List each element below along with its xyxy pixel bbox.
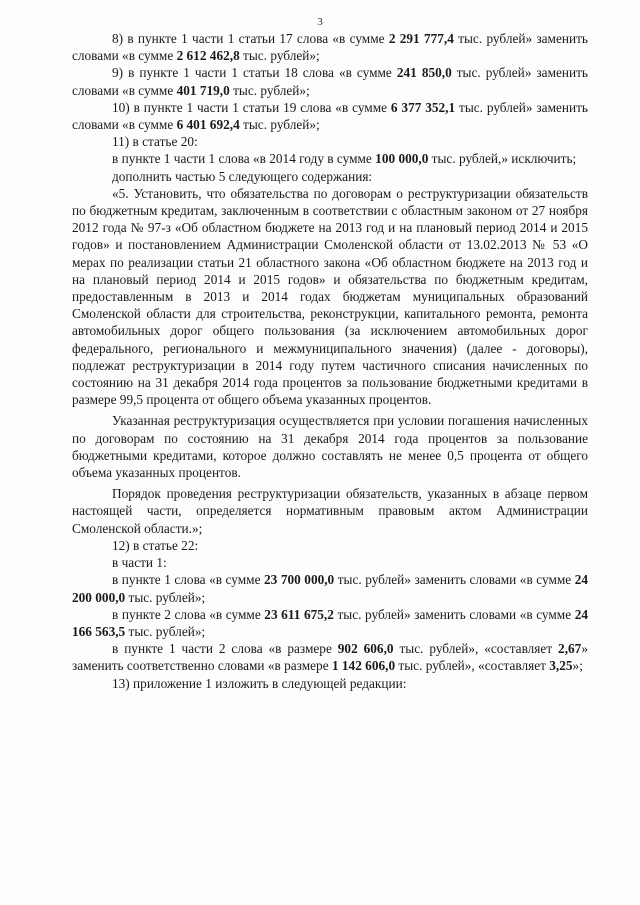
text-run: тыс. рублей» заменить словами «в сумме [72, 31, 588, 64]
new-amount: 1 142 606,0 [331, 658, 396, 674]
text-run: 10) в пункте 1 части 1 статьи 19 слова «в сумме [112, 99, 391, 115]
text-run: в пункте 2 слова «в сумме [112, 606, 265, 622]
paragraph-item-11 [72, 133, 588, 150]
old-amount: 23 700 000,0 [264, 572, 335, 588]
text-run: тыс. рублей»; [239, 117, 320, 133]
paragraph-item-8 [72, 30, 588, 64]
paragraph-item-13 [72, 675, 588, 692]
paragraph-add-part-5 [72, 168, 588, 185]
text-run: в пункте 1 части 2 слова «в размере [112, 641, 338, 657]
new-amount: 6 401 692,4 [176, 117, 240, 133]
text-run: тыс. рублей,» исключить; [428, 151, 577, 167]
text-run: «5. Установить, что обязательства по договорам о реструктуризации обязательств по бюджетным кредитам, заключенным в соответствии с областным законом от 27 ноября 2012 года № 97-з «Об областном бюджете на 2013 год и на плановый период 2014 и 2015 годов» и постановлением Администрации Смоленской области от 13.02.2013 № 53 «О мерах по реализации статьи 21 областного закона «Об областном бюджете на 2013 год и на плановый период 2014 и 2015 годов» и обязательства по бюджетным кредитам, предоставленным в 2013 и 2014 годах бюджетам муниципальных образований Смоленской области для строительства, реконструкции, капитального ремонта, ремонта автомобильных дорог общего пользования (за исключением автомобильных дорог федерального, регионального и межмуниципального значения) (далее - договоры), подлежат реструктуризации в 2014 году путем частичного списания начисленных по состоянию на 31 декабря 2014 года процентов за пользование бюджетными кредитами в размере 99,5 процента от общего объема указанных процентов. [72, 185, 588, 408]
text-run: тыс. рублей» заменить словами «в сумме [72, 65, 588, 98]
text-run: тыс. рублей»; [125, 589, 206, 605]
paragraph-part-1-point-1 [72, 571, 588, 605]
text-run: тыс. рублей»; [229, 82, 310, 98]
paragraph-part-1-point-2 [72, 606, 588, 640]
text-run: »; [572, 658, 583, 674]
page-number: 3 [317, 16, 323, 28]
old-amount: 6 377 352,1 [390, 99, 456, 115]
text-run: » заменить соответственно словами «в размере [72, 641, 588, 674]
paragraph-part-2-point-1 [72, 640, 588, 674]
paragraph-item-12 [72, 537, 588, 554]
old-percent: 2,67 [558, 641, 582, 657]
new-amount: 24 166 563,5 [72, 606, 588, 639]
text-run: Порядок проведения реструктуризации обязательств, указанных в абзаце первом настоящей части, определяется нормативным правовым актом Администрации Смоленской области.»; [72, 486, 588, 536]
text-run: 13) приложение 1 изложить в следующей редакции: [112, 675, 407, 691]
new-amount: 401 719,0 [176, 82, 230, 98]
text-run: тыс. рублей»; [125, 623, 206, 639]
old-amount: 100 000,0 [375, 151, 429, 167]
new-amount: 2 612 462,8 [176, 48, 240, 64]
text-run: тыс. рублей» заменить словами «в сумме [72, 99, 588, 133]
old-amount: 241 850,0 [396, 65, 452, 81]
text-run: в пункте 1 слова «в сумме [112, 572, 264, 588]
new-amount: 24 200 000,0 [72, 572, 588, 605]
document-body [72, 30, 588, 692]
old-amount: 23 611 675,2 [264, 606, 334, 622]
paragraph-item-10 [72, 99, 588, 133]
text-run: Указанная реструктуризация осуществляется при условии погашения начисленных по договорам по состоянию на 31 декабря 2014 года процентов за пользование бюджетными кредитами, которое должно составлять не менее 0,5 процента от общего объема указанных процентов. [72, 413, 588, 481]
text-run: 12) в статье 22: [112, 537, 199, 553]
paragraph-item-9 [72, 64, 588, 98]
text-run: тыс. рублей»; [239, 48, 320, 64]
text-run: тыс. рублей» заменить словами «в сумме [334, 572, 575, 588]
text-run: тыс. рублей», «составляет [393, 641, 559, 657]
text-run: дополнить частью 5 следующего содержания: [112, 168, 373, 184]
text-run: 11) в статье 20: [112, 134, 198, 150]
new-percent: 3,25 [549, 658, 573, 674]
old-amount: 902 606,0 [337, 641, 394, 657]
paragraph-article-20-item-1 [72, 150, 588, 167]
old-amount: 2 291 777,4 [388, 31, 454, 46]
text-run: тыс. рублей», «составляет [395, 658, 550, 674]
text-run: тыс. рублей» заменить словами «в сумме [333, 606, 575, 622]
paragraph-part-1 [72, 554, 588, 571]
text-run: в пункте 1 части 1 слова «в 2014 году в сумме [112, 151, 376, 167]
paragraph-restructuring-condition [72, 412, 588, 481]
paragraph-restructuring-procedure [72, 485, 588, 537]
text-run: 9) в пункте 1 части 1 статьи 18 слова «в сумме [112, 65, 397, 81]
text-run: 8) в пункте 1 части 1 статьи 17 слова «в сумме [112, 31, 389, 46]
paragraph-part-5-text [72, 185, 588, 409]
text-run: в части 1: [112, 555, 167, 571]
